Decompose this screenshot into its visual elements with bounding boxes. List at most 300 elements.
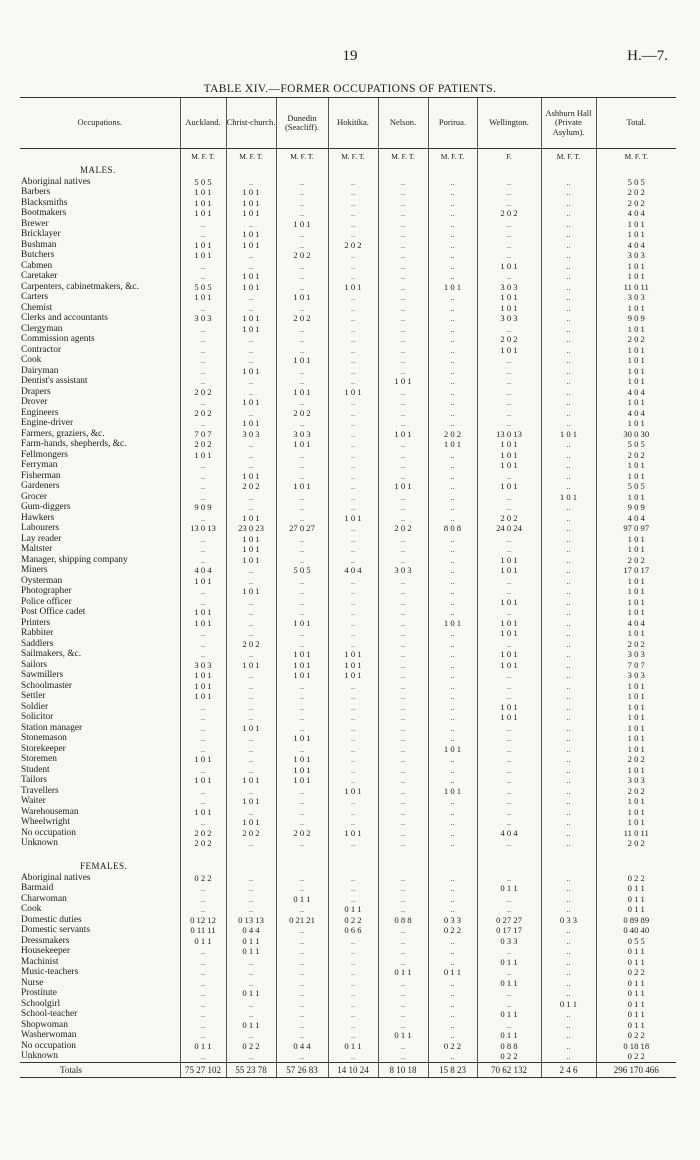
value-cell: .. xyxy=(180,946,226,957)
value-cell: .. xyxy=(328,198,378,209)
value-cell: 2 0 2 xyxy=(180,838,226,849)
value-cell: 1 0 1 xyxy=(276,670,328,681)
value-cell: 1 0 1 xyxy=(428,282,477,293)
value-cell: .. xyxy=(378,555,428,566)
value-cell: 1 0 1 xyxy=(596,796,676,807)
value-cell: .. xyxy=(378,534,428,545)
value-cell: 3 0 3 xyxy=(596,649,676,660)
value-cell: 1 0 1 xyxy=(596,303,676,314)
table-row xyxy=(20,450,676,461)
value-cell: .. xyxy=(180,544,226,555)
value-cell: .. xyxy=(477,754,541,765)
value-cell: 5 0 5 xyxy=(596,177,676,188)
value-cell: .. xyxy=(378,754,428,765)
value-cell: 0 1 1 xyxy=(596,904,676,915)
table-row xyxy=(20,229,676,240)
value-cell: .. xyxy=(276,177,328,188)
section-heading-row xyxy=(20,859,676,873)
value-cell: .. xyxy=(428,597,477,608)
empty-cell xyxy=(276,859,328,873)
value-cell: .. xyxy=(378,765,428,776)
value-cell: .. xyxy=(378,946,428,957)
value-cell: .. xyxy=(328,712,378,723)
value-cell: .. xyxy=(226,649,276,660)
value-cell: 0 2 2 xyxy=(428,1041,477,1052)
value-cell: 7 0 7 xyxy=(180,429,226,440)
value-cell: 1 0 1 xyxy=(328,513,378,524)
value-cell: .. xyxy=(541,988,596,999)
value-cell: .. xyxy=(328,681,378,692)
value-cell: 97 0 97 xyxy=(596,523,676,534)
value-cell: .. xyxy=(226,894,276,905)
table-row xyxy=(20,894,676,905)
value-cell: 0 1 1 xyxy=(596,883,676,894)
value-cell: .. xyxy=(226,702,276,713)
value-cell: 1 0 1 xyxy=(596,586,676,597)
occupation-label: Engine-driver xyxy=(21,418,74,429)
value-cell: .. xyxy=(226,967,276,978)
value-cell: 1 0 1 xyxy=(596,807,676,818)
col-header-occupations: Occupations. xyxy=(20,98,180,149)
value-cell: .. xyxy=(428,208,477,219)
value-cell: .. xyxy=(378,691,428,702)
value-cell: .. xyxy=(541,387,596,398)
value-cell: .. xyxy=(541,292,596,303)
value-cell: 27 0 27 xyxy=(276,523,328,534)
value-cell: .. xyxy=(328,754,378,765)
value-cell: .. xyxy=(541,198,596,209)
value-cell: 2 0 2 xyxy=(276,313,328,324)
occupation-label: Dentist's assistant xyxy=(21,376,88,387)
value-cell: .. xyxy=(428,796,477,807)
value-cell: 1 0 1 xyxy=(328,649,378,660)
occupation-label: Caretaker xyxy=(21,271,58,282)
value-cell: 1 0 1 xyxy=(276,649,328,660)
value-cell: 9 0 9 xyxy=(596,502,676,513)
occupation-label: Settler xyxy=(21,691,46,702)
value-cell: .. xyxy=(428,450,477,461)
table-row xyxy=(20,586,676,597)
occupation-label: Nurse xyxy=(21,977,44,988)
value-cell: .. xyxy=(541,796,596,807)
value-cell: .. xyxy=(428,988,477,999)
value-cell: 1 0 1 xyxy=(596,744,676,755)
value-cell: 0 2 2 xyxy=(328,915,378,926)
table-row xyxy=(20,915,676,926)
value-cell: .. xyxy=(276,999,328,1010)
value-cell: .. xyxy=(226,618,276,629)
value-cell: .. xyxy=(477,355,541,366)
value-cell: 1 0 1 xyxy=(378,429,428,440)
value-cell: 1 0 1 xyxy=(477,597,541,608)
value-cell: 4 0 4 xyxy=(180,565,226,576)
value-cell: .. xyxy=(477,250,541,261)
value-cell: .. xyxy=(276,838,328,849)
value-cell: .. xyxy=(428,817,477,828)
value-cell: .. xyxy=(180,334,226,345)
value-cell: .. xyxy=(276,978,328,989)
value-cell: 9 0 9 xyxy=(180,502,226,513)
value-cell: .. xyxy=(328,471,378,482)
value-cell: 1 0 1 xyxy=(276,775,328,786)
occupation-label: Stonemason xyxy=(21,733,67,744)
table-row xyxy=(20,691,676,702)
section-heading-row xyxy=(20,163,676,177)
value-cell: 1 0 1 xyxy=(226,534,276,545)
table-header-row xyxy=(20,98,676,149)
value-cell: .. xyxy=(477,607,541,618)
value-cell: .. xyxy=(541,334,596,345)
table-row xyxy=(20,555,676,566)
value-cell: .. xyxy=(328,628,378,639)
total-value-cell: 296 170 466 xyxy=(596,1062,676,1077)
value-cell: .. xyxy=(541,544,596,555)
value-cell: 1 0 1 xyxy=(428,439,477,450)
value-cell: 9 0 9 xyxy=(596,313,676,324)
value-cell: .. xyxy=(541,681,596,692)
value-cell: .. xyxy=(226,978,276,989)
table-row xyxy=(20,828,676,839)
value-cell: 0 1 1 xyxy=(596,1009,676,1020)
value-cell: 1 0 1 xyxy=(477,439,541,450)
table-row xyxy=(20,334,676,345)
value-cell: .. xyxy=(180,702,226,713)
value-cell: .. xyxy=(477,576,541,587)
value-cell: .. xyxy=(328,544,378,555)
value-cell: 1 0 1 xyxy=(276,765,328,776)
table-row xyxy=(20,873,676,884)
col-header-nelson: Nelson. xyxy=(378,98,428,149)
value-cell: .. xyxy=(378,936,428,947)
value-cell: 0 12 12 xyxy=(180,915,226,926)
value-cell: 1 0 1 xyxy=(328,786,378,797)
value-cell: .. xyxy=(180,765,226,776)
value-cell: .. xyxy=(378,786,428,797)
occupation-label: Prostitute xyxy=(21,988,57,999)
value-cell: .. xyxy=(226,387,276,398)
value-cell: .. xyxy=(276,229,328,240)
empty-cell xyxy=(378,859,428,873)
subheader-mft: M. F. T. xyxy=(378,149,428,163)
value-cell: 3 0 3 xyxy=(477,313,541,324)
table-row xyxy=(20,702,676,713)
occupation-label: Bootmakers xyxy=(21,208,67,219)
value-cell: .. xyxy=(378,198,428,209)
value-cell: .. xyxy=(226,957,276,968)
value-cell: .. xyxy=(378,817,428,828)
value-cell: .. xyxy=(226,439,276,450)
value-cell: 1 0 1 xyxy=(596,723,676,734)
value-cell: .. xyxy=(328,765,378,776)
value-cell: 1 0 1 xyxy=(226,544,276,555)
value-cell: .. xyxy=(180,366,226,377)
value-cell: .. xyxy=(226,744,276,755)
value-cell: 3 0 3 xyxy=(180,660,226,671)
value-cell: .. xyxy=(226,597,276,608)
table-body xyxy=(20,149,676,1078)
value-cell: .. xyxy=(226,355,276,366)
value-cell: 1 0 1 xyxy=(477,702,541,713)
value-cell: .. xyxy=(428,229,477,240)
table-row xyxy=(20,439,676,450)
value-cell: .. xyxy=(328,345,378,356)
value-cell: .. xyxy=(226,502,276,513)
empty-cell xyxy=(328,859,378,873)
value-cell: 4 0 4 xyxy=(596,618,676,629)
value-cell: 0 2 2 xyxy=(428,925,477,936)
value-cell: .. xyxy=(541,925,596,936)
value-cell: .. xyxy=(428,334,477,345)
value-cell: 1 0 1 xyxy=(596,397,676,408)
value-cell: 1 0 1 xyxy=(477,660,541,671)
value-cell: .. xyxy=(180,481,226,492)
value-cell: 1 0 1 xyxy=(596,219,676,230)
occupation-label: Waiter xyxy=(21,796,46,807)
value-cell: .. xyxy=(328,334,378,345)
value-cell: .. xyxy=(378,702,428,713)
occupation-label: Sailors xyxy=(21,659,48,670)
value-cell: 2 0 2 xyxy=(180,408,226,419)
empty-cell xyxy=(226,163,276,177)
occupation-label: Carpenters, cabinetmakers, &c. xyxy=(21,281,139,292)
value-cell: 1 0 1 xyxy=(477,712,541,723)
occupation-label: Bricklayer xyxy=(21,229,61,240)
subheader-blank xyxy=(20,149,180,163)
value-cell: .. xyxy=(428,883,477,894)
value-cell: .. xyxy=(328,250,378,261)
value-cell: 3 0 3 xyxy=(596,775,676,786)
value-cell: .. xyxy=(180,723,226,734)
table-row xyxy=(20,387,676,398)
value-cell: 0 4 4 xyxy=(276,1041,328,1052)
value-cell: 2 0 2 xyxy=(180,828,226,839)
value-cell: .. xyxy=(378,544,428,555)
occupation-label: No occupation xyxy=(21,1040,76,1051)
occupation-label: Shopwoman xyxy=(21,1019,68,1030)
value-cell: .. xyxy=(428,894,477,905)
value-cell: .. xyxy=(328,355,378,366)
occupation-label: Sawmillers xyxy=(21,670,64,681)
occupation-label: Schoolmaster xyxy=(21,680,73,691)
value-cell: .. xyxy=(541,936,596,947)
table-row xyxy=(20,925,676,936)
value-cell: .. xyxy=(477,639,541,650)
value-cell: 2 0 2 xyxy=(226,639,276,650)
value-cell: .. xyxy=(276,345,328,356)
value-cell: .. xyxy=(428,873,477,884)
value-cell: .. xyxy=(541,628,596,639)
value-cell: 1 0 1 xyxy=(226,198,276,209)
value-cell: .. xyxy=(378,576,428,587)
value-cell: .. xyxy=(378,733,428,744)
value-cell: .. xyxy=(477,187,541,198)
value-cell: 1 0 1 xyxy=(276,219,328,230)
value-cell: .. xyxy=(428,366,477,377)
value-cell: .. xyxy=(541,723,596,734)
value-cell: .. xyxy=(541,1030,596,1041)
value-cell: .. xyxy=(428,492,477,503)
value-cell: .. xyxy=(378,796,428,807)
value-cell: 17 0 17 xyxy=(596,565,676,576)
occupation-label: Gum-diggers xyxy=(21,502,71,513)
value-cell: .. xyxy=(477,904,541,915)
value-cell: .. xyxy=(428,565,477,576)
value-cell: .. xyxy=(541,807,596,818)
value-cell: .. xyxy=(328,838,378,849)
total-value-cell: 8 10 18 xyxy=(378,1062,428,1077)
occupation-label: Housekeeper xyxy=(21,946,70,957)
value-cell: .. xyxy=(428,397,477,408)
table-row xyxy=(20,534,676,545)
table-row xyxy=(20,649,676,660)
value-cell: .. xyxy=(541,1041,596,1052)
table-row xyxy=(20,187,676,198)
value-cell: .. xyxy=(378,904,428,915)
value-cell: 1 0 1 xyxy=(328,828,378,839)
value-cell: .. xyxy=(428,219,477,230)
value-cell: .. xyxy=(541,786,596,797)
value-cell: .. xyxy=(541,513,596,524)
col-header-hokitika: Hokitika. xyxy=(328,98,378,149)
occupation-label: Storemen xyxy=(21,754,57,765)
value-cell: .. xyxy=(276,817,328,828)
value-cell: 5 0 5 xyxy=(180,177,226,188)
value-cell: .. xyxy=(276,796,328,807)
value-cell: .. xyxy=(378,303,428,314)
value-cell: .. xyxy=(378,355,428,366)
value-cell: 1 0 1 xyxy=(428,744,477,755)
value-cell: .. xyxy=(428,838,477,849)
value-cell: .. xyxy=(541,691,596,702)
value-cell: .. xyxy=(541,502,596,513)
occupation-label: Brewer xyxy=(21,218,49,229)
table-row xyxy=(20,282,676,293)
occupation-label: Clergyman xyxy=(21,323,63,334)
value-cell: .. xyxy=(428,576,477,587)
value-cell: .. xyxy=(541,366,596,377)
value-cell: .. xyxy=(328,817,378,828)
occupation-label: Contractor xyxy=(21,344,62,355)
value-cell: 1 0 1 xyxy=(596,460,676,471)
value-cell: .. xyxy=(378,883,428,894)
value-cell: 8 0 8 xyxy=(428,523,477,534)
value-cell: .. xyxy=(226,999,276,1010)
value-cell: .. xyxy=(328,492,378,503)
value-cell: 1 0 1 xyxy=(226,817,276,828)
value-cell: .. xyxy=(226,873,276,884)
value-cell: .. xyxy=(180,597,226,608)
empty-cell xyxy=(378,163,428,177)
value-cell: .. xyxy=(541,397,596,408)
value-cell: .. xyxy=(276,607,328,618)
value-cell: .. xyxy=(328,967,378,978)
value-cell: .. xyxy=(276,691,328,702)
table-row xyxy=(20,712,676,723)
value-cell: .. xyxy=(328,523,378,534)
value-cell: .. xyxy=(541,208,596,219)
value-cell: .. xyxy=(276,513,328,524)
table-row xyxy=(20,999,676,1010)
value-cell: .. xyxy=(428,807,477,818)
occupation-label: Blacksmiths xyxy=(21,197,68,208)
value-cell: .. xyxy=(226,838,276,849)
value-cell: .. xyxy=(378,460,428,471)
value-cell: .. xyxy=(276,1051,328,1062)
table-row xyxy=(20,618,676,629)
occupation-label: Rabbiter xyxy=(21,628,54,639)
occupation-label: Miners xyxy=(21,565,48,576)
value-cell: .. xyxy=(180,957,226,968)
subheader-mft: M. F. T. xyxy=(428,149,477,163)
value-cell: .. xyxy=(378,957,428,968)
value-cell: .. xyxy=(276,261,328,272)
value-cell: .. xyxy=(477,544,541,555)
value-cell: .. xyxy=(541,1009,596,1020)
value-cell: .. xyxy=(428,1051,477,1062)
value-cell: .. xyxy=(541,565,596,576)
value-cell: .. xyxy=(328,702,378,713)
value-cell: .. xyxy=(378,513,428,524)
occupation-label: Student xyxy=(21,764,50,775)
value-cell: .. xyxy=(276,471,328,482)
occupation-label: Aboriginal natives xyxy=(21,176,91,187)
total-value-cell: 70 62 132 xyxy=(477,1062,541,1077)
value-cell: .. xyxy=(541,555,596,566)
value-cell: .. xyxy=(180,1030,226,1041)
value-cell: .. xyxy=(541,838,596,849)
value-cell: 0 8 8 xyxy=(477,1041,541,1052)
value-cell: .. xyxy=(276,282,328,293)
value-cell: .. xyxy=(276,904,328,915)
value-cell: .. xyxy=(378,670,428,681)
value-cell: 1 0 1 xyxy=(596,355,676,366)
value-cell: 2 0 2 xyxy=(477,208,541,219)
value-cell: 2 0 2 xyxy=(226,828,276,839)
value-cell: 1 0 1 xyxy=(428,786,477,797)
value-cell: .. xyxy=(541,481,596,492)
value-cell: .. xyxy=(180,586,226,597)
value-cell: 0 1 1 xyxy=(226,936,276,947)
value-cell: .. xyxy=(276,366,328,377)
empty-cell xyxy=(428,849,477,859)
occupation-label: Butchers xyxy=(21,250,55,261)
value-cell: 1 0 1 xyxy=(596,534,676,545)
value-cell: .. xyxy=(276,946,328,957)
value-cell: .. xyxy=(328,957,378,968)
value-cell: 2 0 2 xyxy=(180,439,226,450)
value-cell: 2 0 2 xyxy=(328,240,378,251)
value-cell: .. xyxy=(477,817,541,828)
value-cell: .. xyxy=(328,691,378,702)
table-row xyxy=(20,807,676,818)
occupation-label: School-teacher xyxy=(21,1009,78,1020)
value-cell: 2 0 2 xyxy=(226,481,276,492)
value-cell: 2 0 2 xyxy=(596,838,676,849)
table-row xyxy=(20,429,676,440)
empty-cell xyxy=(541,859,596,873)
value-cell: .. xyxy=(180,219,226,230)
value-cell: .. xyxy=(541,450,596,461)
value-cell: 2 0 2 xyxy=(596,334,676,345)
value-cell: .. xyxy=(428,1020,477,1031)
value-cell: 0 1 1 xyxy=(180,936,226,947)
table-row xyxy=(20,366,676,377)
value-cell: 0 40 40 xyxy=(596,925,676,936)
value-cell: .. xyxy=(180,303,226,314)
value-cell: .. xyxy=(477,1020,541,1031)
value-cell: 1 0 1 xyxy=(226,240,276,251)
table-row xyxy=(20,240,676,251)
